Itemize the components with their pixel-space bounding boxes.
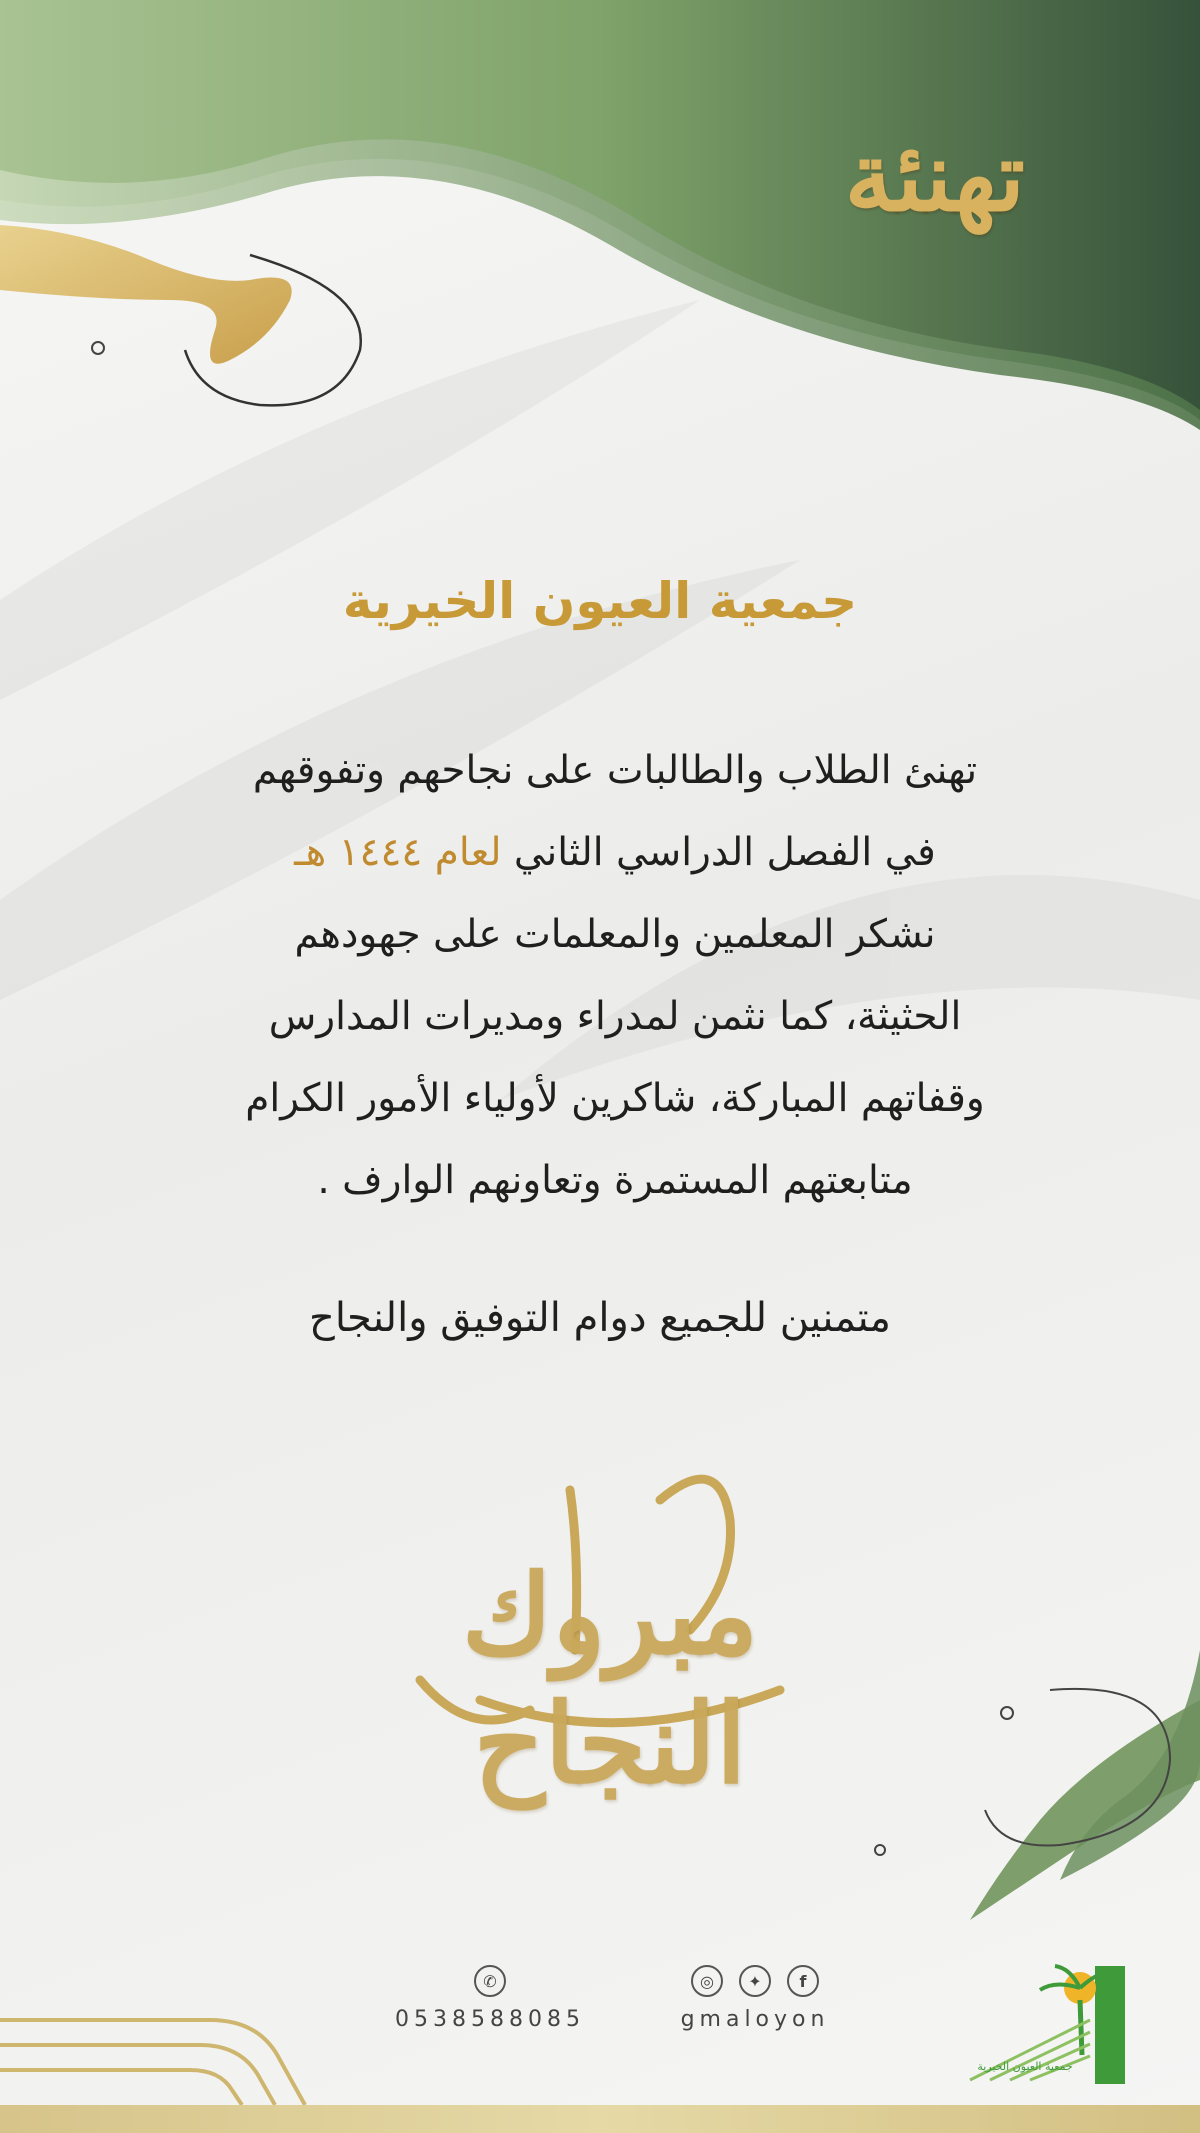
message-line: الحثيثة، كما نثمن لمدراء ومديرات المدارس [268,994,962,1039]
facebook-icon[interactable]: f [787,1965,819,1997]
twitter-icon[interactable]: ✦ [739,1965,771,1997]
logo-text: جمعية العيون الخيرية [977,2060,1073,2073]
phone-number[interactable]: 0538588085 [395,2007,585,2032]
year-highlight: لعام ١٤٤٤ هـ [294,830,502,875]
bottom-bar [0,2105,1200,2133]
social-contact [660,1965,850,2032]
message-line [150,812,1080,894]
message-line: متابعتهم المستمرة وتعاونهم الوارف . [317,1158,913,1203]
message-line: وقفاتهم المباركة، شاكرين لأولياء الأمور الكرام [245,1076,985,1121]
organization-logo [960,1960,1130,2090]
calligraphy-text: مبروك النجاح [461,1550,759,1808]
social-handle[interactable]: gmaloyon [680,2007,830,2032]
banner-title: تهنئة [844,120,1025,233]
whatsapp-contact [385,1965,595,2032]
organization-name: جمعية العيون الخيرية [342,572,858,630]
message-line: تهنئ الطلاب والطالبات على نجاحهم وتفوقهم [252,748,978,793]
instagram-icon[interactable]: ◎ [691,1965,723,1997]
message-line: نشكر المعلمين والمعلمات على جهودهم [294,912,936,957]
whatsapp-icon[interactable]: ✆ [474,1965,506,1997]
message-line-text: في الفصل الدراسي الثاني [513,830,936,875]
wishes-text: متمنين للجميع دوام التوفيق والنجاح [309,1295,891,1341]
calligraphy-congratulations [360,1440,860,1808]
congratulation-message [150,730,1080,1222]
